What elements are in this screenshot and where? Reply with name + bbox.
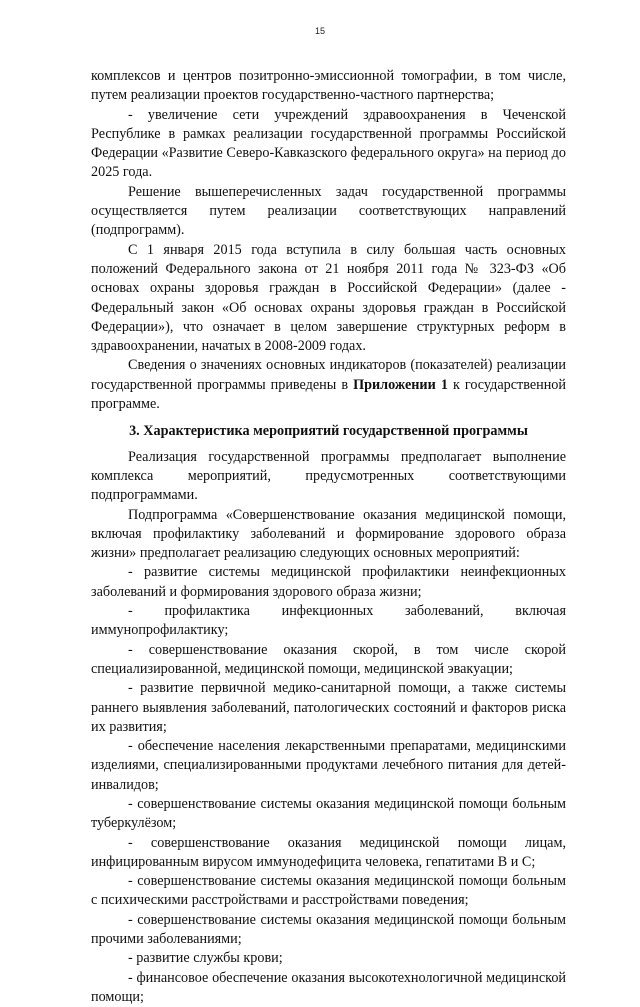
page-number: 15 — [314, 26, 325, 36]
annex-paragraph — [91, 356, 566, 414]
list-item: - развитие службы крови; — [128, 950, 283, 967]
paragraph: - увеличение сети учреждений здравоохранения в Чеченской Республике в рамках реализации государственной программы Российской Федерации «Развитие Северо-Кавказского федерального округа» на период до 2025 года. — [91, 106, 566, 181]
annex-text-before: Сведения о значениях основных индикаторов (показателей) реализации государственной программы приведены в — [91, 357, 566, 393]
list-item: - совершенствование оказания медицинской помощи лицам, инфицированным вирусом иммунодефицита человека, гепатитами B и C; — [91, 834, 566, 870]
list-item: - финансовое обеспечение оказания высокотехнологичной медицинской помощи; — [91, 969, 566, 1005]
list-item: - развитие системы медицинской профилактики неинфекционных заболеваний и формирования здорового образа жизни; — [91, 564, 566, 600]
annex-text-after: к государственной программе. — [91, 376, 566, 413]
list-item: - совершенствование оказания скорой, в том числе скорой специализированной, медицинской помощи, медицинской эвакуации; — [91, 641, 566, 677]
annex-reference: Приложении 1 — [353, 376, 448, 393]
section-heading: 3. Характеристика мероприятий государственной программы — [129, 423, 528, 440]
list-item: - развитие первичной медико-санитарной помощи, а также системы раннего выявления заболеваний, патологических состояний и факторов риска их развития; — [91, 680, 566, 735]
list-item: - совершенствование системы оказания медицинской помощи больным с психическими расстройствами и расстройствами поведения; — [91, 873, 566, 909]
paragraph: Реализация государственной программы предполагает выполнение комплекса мероприятий, предусмотренных соответствующими подпрограммами. — [91, 448, 566, 504]
paragraph: С 1 января 2015 года вступила в силу большая часть основных положений Федерального закона от 21 ноября 2011 года № 323-ФЗ «Об основах охраны здоровья граждан в Российской Федерации» (далее - Федеральный закон «Об основах охраны здоровья граждан в Российской Федерации»), что означает в целом завершение структурных реформ в здравоохранении, начатых в 2008-2009 годах. — [91, 241, 566, 355]
list-item: - обеспечение населения лекарственными препаратами, медицинскими изделиями, специализированными продуктами лечебного питания для детей-инвалидов; — [91, 738, 566, 793]
paragraph: комплексов и центров позитронно-эмиссионной томографии, в том числе, путем реализации проектов государственно-частного партнерства; — [91, 68, 566, 104]
page-body — [91, 67, 566, 1007]
list-item: - профилактика инфекционных заболеваний, включая иммунопрофилактику; — [91, 603, 566, 639]
paragraph: Решение вышеперечисленных задач государственной программы осуществляется путем реализации соответствующих направлений (подпрограмм). — [91, 183, 566, 239]
list-item: - совершенствование системы оказания медицинской помощи больным туберкулёзом; — [91, 795, 566, 832]
list-item: - совершенствование системы оказания медицинской помощи больным прочими заболеваниями; — [91, 911, 566, 948]
paragraph: Подпрограмма «Совершенствование оказания медицинской помощи, включая профилактику заболеваний и формирование здорового образа жизни» предполагает реализацию следующих основных мероприятий: — [91, 506, 566, 562]
